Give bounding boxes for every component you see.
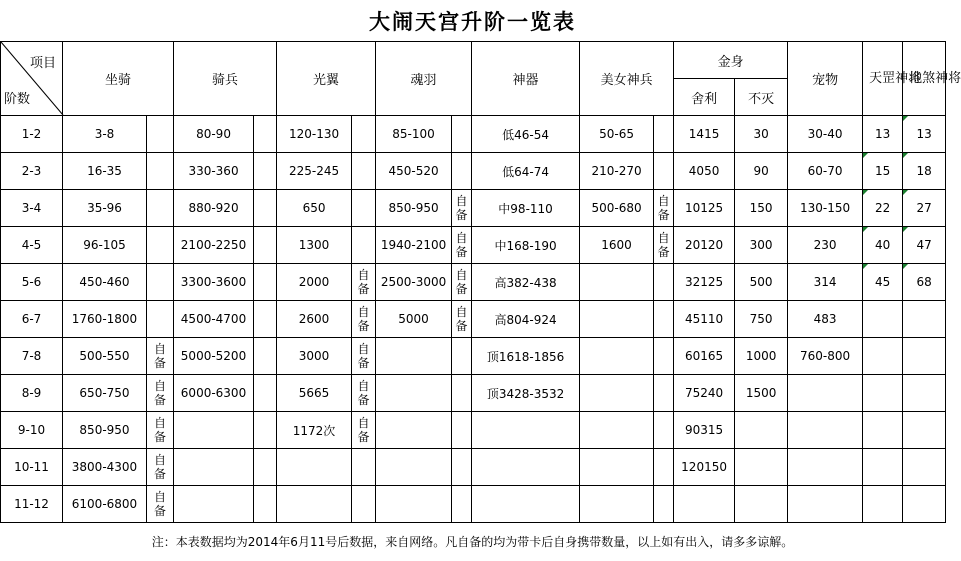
wings-note-cell [352,190,376,227]
wings-note-cell [352,153,376,190]
wings-note-cell: 自 备 [352,301,376,338]
disha-cell: 47 [903,227,946,264]
cavalry-cell: 3300-3600 [174,264,254,301]
artifact-cell: 顶1618-1856 [472,338,580,375]
wings-note-cell [352,486,376,523]
sheli-cell: 60165 [674,338,735,375]
artifact-cell [472,486,580,523]
wings-note-cell [352,449,376,486]
feather-note-cell [452,449,472,486]
buwei-cell: 300 [735,227,788,264]
cavalry-note-cell [254,486,277,523]
feather-cell: 85-100 [376,116,452,153]
beauty-note-cell: 自 备 [654,227,674,264]
tiangang-cell: 45 [863,264,903,301]
feather-note-cell [452,412,472,449]
beauty-note-cell [654,338,674,375]
cavalry-note-cell [254,116,277,153]
wings-note-cell: 自 备 [352,375,376,412]
header-pet: 宠物 [788,42,863,116]
table-row [1,264,946,301]
mount-cell: 450-460 [63,264,147,301]
pet-cell [788,375,863,412]
buwei-cell: 150 [735,190,788,227]
header-beauty: 美女神兵 [580,42,674,116]
stage-cell: 1-2 [1,116,63,153]
mount-note-cell [147,264,174,301]
beauty-cell [580,338,654,375]
beauty-note-cell [654,264,674,301]
wings-cell: 225-245 [277,153,352,190]
pet-cell: 314 [788,264,863,301]
wings-note-cell: 自 备 [352,264,376,301]
cavalry-note-cell [254,264,277,301]
header-tiangang: 天罡神将 [863,42,903,116]
buwei-cell: 1500 [735,375,788,412]
tiangang-cell: 13 [863,116,903,153]
tiangang-cell [863,449,903,486]
header-golden-body: 金身 [674,42,788,79]
header-disha: 地煞神将 [903,42,946,116]
cavalry-note-cell [254,301,277,338]
pet-cell: 230 [788,227,863,264]
footnote: 注：本表数据均为2014年6月11号后数据，来自网络。凡自备的均为带卡后自身携带数量，以上如有出入，请多多谅解。 [151,535,794,549]
disha-cell [903,486,946,523]
stage-cell: 9-10 [1,412,63,449]
pet-cell: 130-150 [788,190,863,227]
sheli-cell: 32125 [674,264,735,301]
disha-cell [903,301,946,338]
mount-note-cell [147,153,174,190]
tiangang-cell [863,486,903,523]
mount-note-cell: 自 备 [147,375,174,412]
pet-cell [788,412,863,449]
corner-bottom-label: 阶数 [4,92,31,107]
stage-cell: 5-6 [1,264,63,301]
beauty-note-cell [654,412,674,449]
disha-cell [903,449,946,486]
cavalry-note-cell [254,153,277,190]
sheli-cell: 10125 [674,190,735,227]
stage-cell: 8-9 [1,375,63,412]
pet-cell: 60-70 [788,153,863,190]
buwei-cell: 30 [735,116,788,153]
buwei-cell: 500 [735,264,788,301]
sheli-cell: 90315 [674,412,735,449]
mount-note-cell: 自 备 [147,486,174,523]
mount-cell: 850-950 [63,412,147,449]
stage-cell: 3-4 [1,190,63,227]
header-cavalry: 骑兵 [174,42,277,116]
feather-note-cell [452,153,472,190]
mount-note-cell: 自 备 [147,338,174,375]
header-feather: 魂羽 [376,42,472,116]
mount-cell: 1760-1800 [63,301,147,338]
beauty-cell [580,301,654,338]
mount-note-cell: 自 备 [147,412,174,449]
page-title: 大闹天宫升阶一览表 [369,9,576,34]
beauty-cell: 210-270 [580,153,654,190]
feather-cell: 2500-3000 [376,264,452,301]
cavalry-cell: 5000-5200 [174,338,254,375]
tiangang-cell [863,301,903,338]
beauty-cell [580,412,654,449]
feather-cell [376,338,452,375]
wings-note-cell [352,227,376,264]
stage-cell: 4-5 [1,227,63,264]
wings-cell: 120-130 [277,116,352,153]
feather-cell: 5000 [376,301,452,338]
mount-note-cell [147,301,174,338]
sheli-cell [674,486,735,523]
artifact-cell: 高804-924 [472,301,580,338]
beauty-note-cell [654,486,674,523]
buwei-cell [735,412,788,449]
beauty-note-cell [654,116,674,153]
feather-note-cell: 自 备 [452,301,472,338]
cavalry-cell: 6000-6300 [174,375,254,412]
cavalry-note-cell [254,449,277,486]
artifact-cell: 中98-110 [472,190,580,227]
table-row [1,486,946,523]
wings-cell: 1172次 [277,412,352,449]
tiangang-cell: 15 [863,153,903,190]
pet-cell [788,449,863,486]
header-mount: 坐骑 [63,42,174,116]
artifact-cell: 低64-74 [472,153,580,190]
mount-cell: 6100-6800 [63,486,147,523]
beauty-note-cell [654,449,674,486]
feather-cell [376,375,452,412]
cavalry-cell [174,486,254,523]
mount-cell: 16-35 [63,153,147,190]
cavalry-note-cell [254,227,277,264]
artifact-cell [472,412,580,449]
buwei-cell [735,449,788,486]
beauty-cell [580,486,654,523]
table-row [1,227,946,264]
mount-cell: 500-550 [63,338,147,375]
cavalry-cell: 2100-2250 [174,227,254,264]
mount-note-cell [147,190,174,227]
table-row [1,412,946,449]
wings-cell: 3000 [277,338,352,375]
beauty-note-cell [654,375,674,412]
table-row [1,153,946,190]
disha-cell [903,338,946,375]
stage-cell: 6-7 [1,301,63,338]
beauty-cell: 1600 [580,227,654,264]
feather-note-cell: 自 备 [452,227,472,264]
wings-cell: 1300 [277,227,352,264]
stage-cell: 2-3 [1,153,63,190]
mount-cell: 3800-4300 [63,449,147,486]
header-wings: 光翼 [277,42,376,116]
feather-note-cell [452,116,472,153]
cavalry-cell: 880-920 [174,190,254,227]
feather-note-cell [452,486,472,523]
artifact-cell: 高382-438 [472,264,580,301]
tiangang-cell: 22 [863,190,903,227]
feather-note-cell: 自 备 [452,190,472,227]
feather-note-cell: 自 备 [452,264,472,301]
beauty-cell [580,264,654,301]
wings-cell [277,449,352,486]
sheli-cell: 75240 [674,375,735,412]
sheli-cell: 45110 [674,301,735,338]
beauty-cell [580,449,654,486]
feather-cell: 850-950 [376,190,452,227]
pet-cell: 760-800 [788,338,863,375]
upgrade-table [0,41,961,523]
cavalry-cell: 4500-4700 [174,301,254,338]
beauty-note-cell: 自 备 [654,190,674,227]
corner-header [1,42,63,116]
mount-cell: 3-8 [63,116,147,153]
mount-note-cell [147,116,174,153]
cavalry-cell: 330-360 [174,153,254,190]
cavalry-note-cell [254,412,277,449]
header-buwei: 不灭 [735,79,788,116]
mount-cell: 96-105 [63,227,147,264]
table-row [1,301,946,338]
cavalry-cell [174,449,254,486]
stage-cell: 10-11 [1,449,63,486]
sheli-cell: 20120 [674,227,735,264]
beauty-cell: 50-65 [580,116,654,153]
disha-cell: 18 [903,153,946,190]
tiangang-cell [863,375,903,412]
tiangang-cell [863,412,903,449]
table-row [1,338,946,375]
disha-cell [903,375,946,412]
feather-cell [376,449,452,486]
wings-cell: 5665 [277,375,352,412]
sheli-cell: 4050 [674,153,735,190]
buwei-cell: 1000 [735,338,788,375]
feather-cell: 1940-2100 [376,227,452,264]
beauty-note-cell [654,153,674,190]
wings-cell: 2600 [277,301,352,338]
wings-cell: 650 [277,190,352,227]
stage-cell: 7-8 [1,338,63,375]
feather-note-cell [452,338,472,375]
buwei-cell: 750 [735,301,788,338]
wings-cell: 2000 [277,264,352,301]
table-row [1,449,946,486]
artifact-cell: 低46-54 [472,116,580,153]
buwei-cell: 90 [735,153,788,190]
header-artifact: 神器 [472,42,580,116]
feather-cell: 450-520 [376,153,452,190]
table-row [1,116,946,153]
feather-note-cell [452,375,472,412]
wings-note-cell: 自 备 [352,412,376,449]
table-row [1,190,946,227]
buwei-cell [735,486,788,523]
mount-note-cell: 自 备 [147,449,174,486]
pet-cell: 483 [788,301,863,338]
wings-note-cell: 自 备 [352,338,376,375]
pet-cell [788,486,863,523]
mount-cell: 650-750 [63,375,147,412]
wings-note-cell [352,116,376,153]
table-row [1,375,946,412]
cavalry-note-cell [254,375,277,412]
sheli-cell: 1415 [674,116,735,153]
artifact-cell: 顶3428-3532 [472,375,580,412]
tiangang-cell: 40 [863,227,903,264]
cavalry-note-cell [254,190,277,227]
disha-cell [903,412,946,449]
artifact-cell: 中168-190 [472,227,580,264]
mount-cell: 35-96 [63,190,147,227]
pet-cell: 30-40 [788,116,863,153]
disha-cell: 13 [903,116,946,153]
header-sheli: 舍利 [674,79,735,116]
feather-cell [376,486,452,523]
beauty-note-cell [654,301,674,338]
disha-cell: 27 [903,190,946,227]
feather-cell [376,412,452,449]
disha-cell: 68 [903,264,946,301]
sheli-cell: 120150 [674,449,735,486]
cavalry-cell: 80-90 [174,116,254,153]
tiangang-cell [863,338,903,375]
cavalry-note-cell [254,338,277,375]
artifact-cell [472,449,580,486]
cavalry-cell [174,412,254,449]
stage-cell: 11-12 [1,486,63,523]
mount-note-cell [147,227,174,264]
wings-cell [277,486,352,523]
beauty-cell: 500-680 [580,190,654,227]
beauty-cell [580,375,654,412]
corner-top-label: 项目 [29,56,56,71]
